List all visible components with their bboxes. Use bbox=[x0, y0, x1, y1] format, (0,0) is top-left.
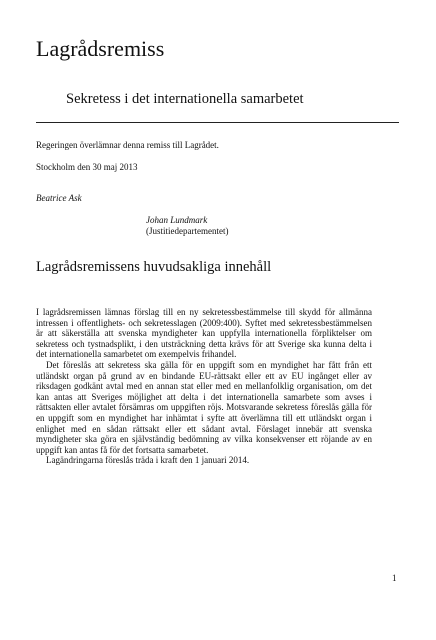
signer-official-department: (Justitiedepartementet) bbox=[146, 226, 229, 236]
body-paragraph: Lagändringarna föreslås träda i kraft den 1 januari 2014. bbox=[46, 455, 250, 466]
signer-official-block bbox=[146, 215, 228, 237]
place-date: Stockholm den 30 maj 2013 bbox=[36, 162, 138, 172]
submission-statement: Regeringen överlämnar denna remiss till Lagrådet. bbox=[36, 140, 219, 150]
horizontal-rule bbox=[36, 122, 399, 123]
body-paragraph: Det föreslås att sekretess ska gälla för en uppgift som en myndighet har fått från ett utländskt organ på grund av en bindande EU-rättsakt eller ett av EU ingånget eller av riksdagen godkänt avtal med en annan stat eller med en mellanfolklig organisation, om det kan antas att Sveriges möjlighet att delta i det internationella samarbete som avses i rättsakten eller avtalet försämras om uppgiften röjs. Motsvarande sekretess föreslås gälla för en uppgift som en myndighet har inhämtat i syfte att överlämna till ett utländskt organ i enlighet med en sådan rättsakt eller ett sådant avtal. Förslaget innebär att svenska myndigheter ska göra en självständig bedömning av vilka konsekvenser ett röjande av en uppgift kan antas få för det fortsatta samarbetet. bbox=[36, 359, 372, 455]
document-subtitle: Sekretess i det internationella samarbetet bbox=[66, 91, 304, 107]
signer-minister: Beatrice Ask bbox=[36, 193, 82, 203]
body-text bbox=[36, 307, 372, 466]
document-title: Lagrådsremiss bbox=[36, 36, 165, 61]
section-heading: Lagrådsremissens huvudsakliga innehåll bbox=[36, 259, 272, 275]
signer-official-name: Johan Lundmark bbox=[146, 215, 208, 225]
page-number: 1 bbox=[392, 573, 397, 583]
body-paragraph: I lagrådsremissen lämnas förslag till en ny sekretessbestämmelse till skydd för allmänna intressen i offentlighets- och sekretesslagen (2009:400). Syftet med sekretessbestämmelsen är att säkerställa att svenska myndigheter kan uppfylla internationella förpliktelser om sekretess och tystnadsplikt, i den utsträckning detta krävs för att Sverige ska kunna delta i det internationella samarbetet om exempelvis frihandel. bbox=[36, 307, 372, 360]
